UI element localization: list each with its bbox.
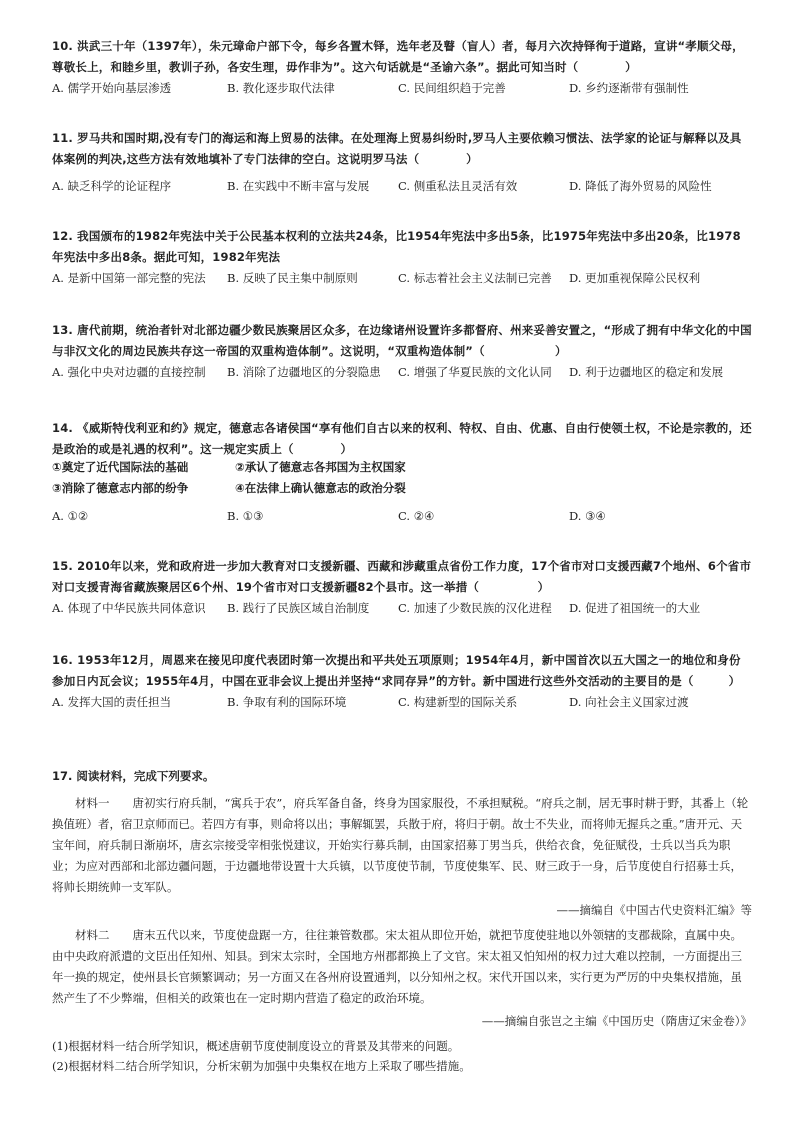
options-row — [52, 364, 752, 382]
option-d[interactable]: D. 更加重视保障公民权利 — [569, 271, 701, 285]
statement-3: ③消除了德意志内部的纷争 — [52, 480, 189, 495]
option-d[interactable]: D. 乡约逐渐带有强制性 — [569, 81, 689, 95]
question-stem: 16. 1953年12月，周恩来在接见印度代表团时第一次提出和平共处五项原则；1954年4月，新中国首次以五大国之一的地位和身份参加日内瓦会议；1955年4月，中国在亚非会议上提出并坚持“求同存异”的方针。新中国进行这些外交活动的主要目的是（ ） — [52, 653, 741, 688]
option-b[interactable]: B. 反映了民主集中制原则 — [227, 271, 358, 285]
option-d[interactable]: D. ③④ — [569, 509, 606, 523]
material-2 — [52, 925, 752, 1009]
statement-2: ②承认了德意志各邦国为主权国家 — [235, 460, 406, 474]
options-row — [52, 509, 752, 527]
option-a[interactable]: A. 强化中央对边疆的直接控制 — [52, 365, 206, 379]
option-c[interactable]: C. 标志着社会主义法制已完善 — [398, 271, 552, 285]
option-b[interactable]: B. 在实践中不断丰富与发展 — [227, 179, 370, 193]
option-a[interactable]: A. 体现了中华民族共同体意识 — [52, 601, 206, 615]
option-b[interactable]: B. 教化逐步取代法律 — [227, 81, 335, 95]
requirement-1: (1)根据材料一结合所学知识，概述唐朝节度使制度设立的背景及其带来的问题。 — [52, 1038, 460, 1053]
question-12 — [52, 226, 752, 288]
question-10 — [52, 36, 752, 98]
option-d[interactable]: D. 向社会主义国家过渡 — [569, 695, 689, 709]
option-c[interactable]: C. ②④ — [398, 509, 435, 523]
material-2-source: ——摘编自张岂之主编《中国历史（隋唐辽宋金卷）》 — [481, 1013, 752, 1028]
option-b[interactable]: B. 消除了边疆地区的分裂隐患 — [227, 365, 381, 379]
option-b[interactable]: B. 践行了民族区域自治制度 — [227, 601, 370, 615]
option-a[interactable]: A. 是新中国第一部完整的宪法 — [52, 271, 206, 285]
option-d[interactable]: D. 降低了海外贸易的风险性 — [569, 179, 712, 193]
options-row — [52, 600, 752, 618]
options-row — [52, 694, 752, 712]
question-17-title: 17. 阅读材料，完成下列要求。 — [52, 769, 215, 783]
question-stem: 11. 罗马共和国时期,没有专门的海运和海上贸易的法律。在处理海上贸易纠纷时,罗马人主要依赖习惯法、法学家的论证与解释以及具体案例的判决,这些方法有效地填补了专门法律的空白。这说明罗马法（ ） — [52, 131, 742, 166]
option-c[interactable]: C. 加速了少数民族的汉化进程 — [398, 601, 552, 615]
statement-1: ①奠定了近代国际法的基础 — [52, 460, 189, 474]
option-d[interactable]: D. 利于边疆地区的稳定和发展 — [569, 365, 724, 379]
options-row — [52, 80, 752, 98]
options-row — [52, 270, 752, 288]
statement-row — [52, 459, 752, 480]
option-d[interactable]: D. 促进了祖国统一的大业 — [569, 601, 701, 615]
material-1-label: 材料一 — [75, 795, 110, 810]
option-a[interactable]: A. ①② — [52, 509, 89, 523]
statement-4: ④在法律上确认德意志的政治分裂 — [235, 480, 406, 495]
option-c[interactable]: C. 侧重私法且灵活有效 — [398, 179, 518, 193]
question-stem: 12. 我国颁布的1982年宪法中关于公民基本权利的立法共24条，比1954年宪法中多出5条，比1975年宪法中多出20条，比1978年宪法中多出8条。据此可知，1982年宪法 — [52, 229, 741, 264]
material-1 — [52, 793, 752, 898]
option-c[interactable]: C. 增强了华夏民族的文化认同 — [398, 365, 552, 379]
question-15 — [52, 556, 752, 618]
material-2-label: 材料二 — [75, 927, 110, 942]
material-2-text: 唐末五代以来，节度使盘踞一方，往往兼管数郡。宋太祖从即位开始，就把节度使驻地以外领辖的支郡裁除，直属中央。由中央政府派遣的文臣出任知州、知县。到宋太宗时，全国地方州郡都换上了文官。宋太祖又怕知州的权力过大难以控制，一方面提出三年一换的规定，使州县长官频繁调动；另一方面又在各州府设置通判，以分知州之权。宋代开国以来，实行更为严厉的中央集权措施，虽然产生了不少弊端，但相关的政策也在一定时期内营造了稳定的政治环境。 — [52, 927, 742, 1005]
option-a[interactable]: A. 发挥大国的责任担当 — [52, 695, 172, 709]
question-stem: 10. 洪武三十年（1397年），朱元璋命户部下令，每乡各置木铎，选年老及瞽（盲人）者，每月六次持铎徇于道路，宣讲“孝顺父母，尊敬长上，和睦乡里，教训子孙，各安生理，毋作非为”。这六句话就是“圣谕六条”。据此可知当时（ ） — [52, 39, 744, 74]
question-16 — [52, 650, 752, 712]
material-1-source: ——摘编自《中国古代史资料汇编》等 — [556, 902, 752, 917]
question-17 — [52, 766, 752, 1076]
option-c[interactable]: C. 民间组织趋于完善 — [398, 81, 506, 95]
option-c[interactable]: C. 构建新型的国际关系 — [398, 695, 518, 709]
requirement-2: (2)根据材料二结合所学知识，分析宋朝为加强中央集权在地方上采取了哪些措施。 — [52, 1058, 471, 1073]
material-1-text: 唐初实行府兵制，“寓兵于农”，府兵军备自备，终身为国家服役，不承担赋税。“府兵之制，居无事时耕于野，其番上（轮换值班）者，宿卫京师而已。若四方有事，则命将以出；事解辄罢，兵散于府，将归于朝。故士不失业，而将帅无握兵之重。”唐开元、天宝年间，府兵制日渐崩坏，唐玄宗接受宰相张悦建议，开始实行募兵制，由国家招募丁男当兵，供给衣食，免征赋役，士兵以当兵为职业；为应对西部和北部边疆问题，于边疆地带设置十大兵镇，以节度使节制，节度使集军、民、财三政于一身，后节度使自行招募士兵，将帅长期统帅一支军队。 — [52, 795, 749, 894]
question-stem: 13. 唐代前期，统治者针对北部边疆少数民族聚居区众多，在边缘诸州设置许多都督府、州来妥善安置之，“形成了拥有中华文化的中国与非汉文化的周边民族共存这一帝国的双重构造体制”。这说明，“双重构造体制”（ ） — [52, 323, 752, 358]
question-stem: 14. 《威斯特伐利亚和约》规定，德意志各诸侯国“享有他们自古以来的权利、特权、自由、优惠、自由行使领土权，不论是宗教的，还是政治的或是礼遇的权利”。这一规定实质上（ ） — [52, 421, 752, 456]
option-a[interactable]: A. 儒学开始向基层渗透 — [52, 81, 172, 95]
options-row — [52, 178, 752, 196]
statement-row — [52, 480, 752, 501]
question-13 — [52, 320, 752, 382]
option-b[interactable]: B. 争取有利的国际环境 — [227, 695, 347, 709]
option-a[interactable]: A. 缺乏科学的论证程序 — [52, 179, 172, 193]
question-stem: 15. 2010年以来，党和政府进一步加大教育对口支援新疆、西藏和涉藏重点省份工作力度，17个省市对口支援西藏7个地州、6个省市对口支援青海省藏族聚居区6个州、19个省市对口支援新疆82个县市。这一举措（ ） — [52, 559, 752, 594]
option-b[interactable]: B. ①③ — [227, 509, 264, 523]
question-11 — [52, 128, 752, 196]
question-14 — [52, 418, 752, 527]
